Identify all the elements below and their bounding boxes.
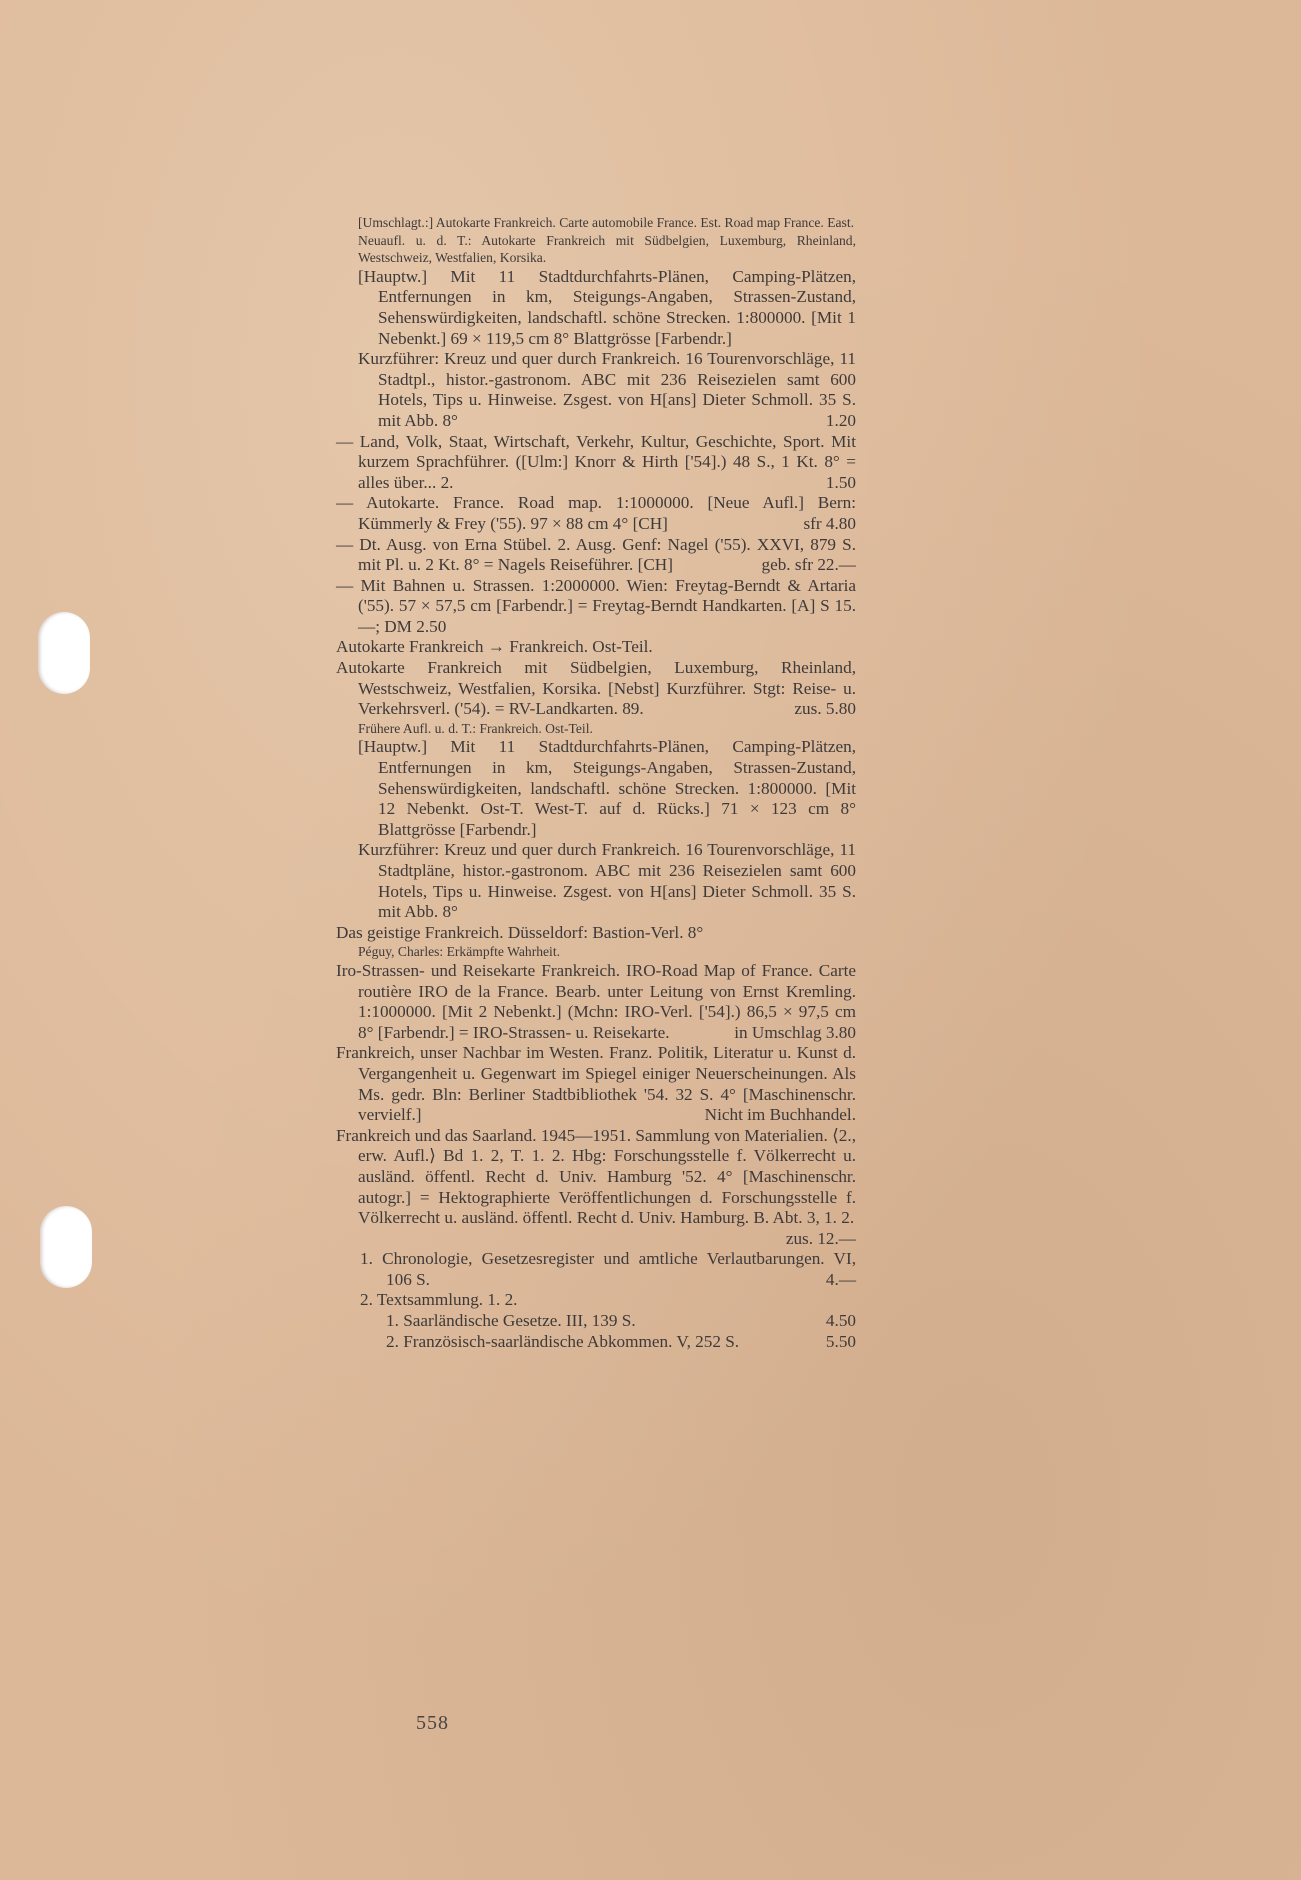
entry-text: Autokarte Frankreich → Frankreich. Ost-Teil. — [336, 637, 653, 657]
catalog-entry — [336, 737, 856, 840]
catalog-entry — [336, 1332, 856, 1353]
catalog-entry — [336, 1126, 856, 1250]
punch-hole-top — [38, 612, 90, 694]
entry-text: Iro-Strassen- und Reisekarte Frankreich. IRO-Road Map of France. Carte routière IRO de la France. Bearb. unter Leitung von Ernst Kremling. 1:1000000. [Mit 2 Nebenkt.] (Mchn: IRO-Verl. ['54].) 86,5 × 97,5 cm 8° [Farbendr.] = IRO-Strassen- u. Reisekarte. — [336, 960, 856, 1042]
entry-price: 4.50 — [825, 1311, 856, 1331]
catalog-entry — [336, 1249, 856, 1290]
entry-text: Frankreich und das Saarland. 1945—1951. Sammlung von Materialien. ⟨2., erw. Aufl.⟩ Bd 1. 2, T. 1. 2. Hbg: Forschungsstelle f. Völkerrecht u. ausländ. öffentl. Recht d. Univ. Hamburg '52. 4° [Maschinenschr. autogr.] = Hektographierte Veröffentlichungen d. Forschungsstelle f. Völkerrecht u. ausländ. öffentl. Recht d. Univ. Hamburg. B. Abt. 3, 1. 2. — [336, 1125, 856, 1228]
entry-text: — Dt. Ausg. von Erna Stübel. 2. Ausg. Genf: Nagel ('55). XXVI, 879 S. mit Pl. u. 2 Kt. 8° = Nagels Reiseführer. [CH] — [336, 534, 856, 575]
entry-price: 1.20 — [825, 410, 856, 430]
catalog-column — [336, 214, 856, 1352]
catalog-entry — [336, 1290, 856, 1311]
entry-text: 2. Französisch-saarländische Abkommen. V, 252 S. — [386, 1331, 740, 1351]
entry-price: geb. sfr 22.— — [761, 555, 856, 575]
entry-price: Nicht im Buchhandel. — [704, 1105, 856, 1125]
entry-text: Autokarte Frankreich mit Südbelgien, Luxemburg, Rheinland, Westschweiz, Westfalien, Korsika. [Nebst] Kurzführer. Stgt: Reise- u. Verkehrsverl. ('54). = RV-Landkarten. 89. — [336, 658, 856, 719]
entry-price: 1.50 — [825, 472, 856, 492]
catalog-entry — [336, 214, 856, 232]
entry-price: sfr 4.80 — [803, 513, 856, 533]
entry-text: Kurzführer: Kreuz und quer durch Frankreich. 16 Tourenvorschläge, 11 Stadtpläne, histor.-gastronom. ABC mit 236 Reisezielen samt 600 Hotels, Tips u. Hinweise. Zsgest. von H[ans] Dieter Schmoll. 35 S. mit Abb. 8° — [358, 840, 856, 922]
entry-text: — Autokarte. France. Road map. 1:1000000. [Neue Aufl.] Bern: Kümmerly & Frey ('55). 97 × 88 cm 4° [CH] — [336, 493, 856, 533]
catalog-entry — [336, 840, 856, 922]
entry-price: 5.50 — [825, 1331, 856, 1351]
catalog-entry — [336, 576, 856, 638]
entry-text: [Hauptw.] Mit 11 Stadtdurchfahrts-Plänen, Camping-Plätzen, Entfernungen in km, Steigungs-Angaben, Strassen-Zustand, Sehenswürdigkeiten, landschaftl. schöne Strecken. 1:800000. [Mit 1 Nebenkt.] 69 × 119,5 cm 8° Blattgrösse [Farbendr.] — [358, 266, 856, 348]
catalog-entry — [336, 637, 856, 658]
entry-text: 2. Textsammlung. 1. 2. — [360, 1290, 518, 1310]
entry-text: Neuaufl. u. d. T.: Autokarte Frankreich mit Südbelgien, Luxemburg, Rheinland, Westschweiz, Westfalien, Korsika. — [358, 232, 856, 266]
catalog-entry — [336, 232, 856, 267]
catalog-entry — [336, 961, 856, 1043]
entry-text: — Mit Bahnen u. Strassen. 1:2000000. Wien: Freytag-Berndt & Artaria ('55). 57 × 57,5 cm [Farbendr.] = Freytag-Berndt Handkarten. [A] S 15.—; DM 2.50 — [336, 575, 856, 636]
catalog-entry — [336, 720, 856, 738]
catalog-entry — [336, 432, 856, 494]
catalog-entry — [336, 267, 856, 349]
catalog-entry — [336, 1043, 856, 1125]
entry-text: 1. Chronologie, Gesetzesregister und amtliche Verlautbarungen. VI, 106 S. — [360, 1249, 856, 1289]
entry-text: 1. Saarländische Gesetze. III, 139 S. — [386, 1311, 636, 1331]
entry-price: zus. 12.— — [785, 1228, 856, 1248]
catalog-entry — [336, 535, 856, 576]
catalog-entry — [336, 349, 856, 431]
entry-text: [Umschlagt.:] Autokarte Frankreich. Carte automobile France. Est. Road map France. East. — [358, 215, 855, 230]
entry-price: 4.— — [825, 1269, 856, 1289]
entry-text: [Hauptw.] Mit 11 Stadtdurchfahrts-Plänen, Camping-Plätzen, Entfernungen in km, Steigungs-Angaben, Strassen-Zustand, Sehenswürdigkeiten, landschaftl. schöne Strecken. 1:800000. [Mit 12 Nebenkt. Ost-T. West-T. auf d. Rücks.] 71 × 123 cm 8° Blattgrösse [Farbendr.] — [358, 737, 856, 839]
entry-text: — Land, Volk, Staat, Wirtschaft, Verkehr, Kultur, Geschichte, Sport. Mit kurzem Sprachführer. ([Ulm:] Knorr & Hirth ['54].) 48 S., 1 Kt. 8° = alles über... 2. — [336, 431, 856, 492]
catalog-entry — [336, 1311, 856, 1332]
entry-text: Das geistige Frankreich. Düsseldorf: Bastion-Verl. 8° — [336, 922, 704, 942]
catalog-entry — [336, 923, 856, 944]
entry-text: Péguy, Charles: Erkämpfte Wahrheit. — [358, 944, 561, 960]
catalog-entry — [336, 493, 856, 534]
entry-price: zus. 5.80 — [794, 699, 856, 719]
page-number: 558 — [416, 1712, 449, 1734]
catalog-entry — [336, 658, 856, 720]
entry-price: in Umschlag 3.80 — [734, 1022, 856, 1042]
punch-hole-bottom — [40, 1206, 92, 1288]
entry-text: Frühere Aufl. u. d. T.: Frankreich. Ost-Teil. — [358, 720, 593, 736]
entry-text: Frankreich, unser Nachbar im Westen. Franz. Politik, Literatur u. Kunst d. Vergangenheit u. Gegenwart im Spiegel einiger Neuerscheinungen. Als Ms. gedr. Bln: Berliner Stadtbibliothek '54. 32 S. 4° [Maschinenschr. vervielf.] — [336, 1043, 856, 1125]
catalog-entry — [336, 943, 856, 961]
entry-text: Kurzführer: Kreuz und quer durch Frankreich. 16 Tourenvorschläge, 11 Stadtpl., histor.-gastronom. ABC mit 236 Reisezielen samt 600 Hotels, Tips u. Hinweise. Zsgest. von H[ans] Dieter Schmoll. 35 S. mit Abb. 8° — [358, 349, 856, 430]
